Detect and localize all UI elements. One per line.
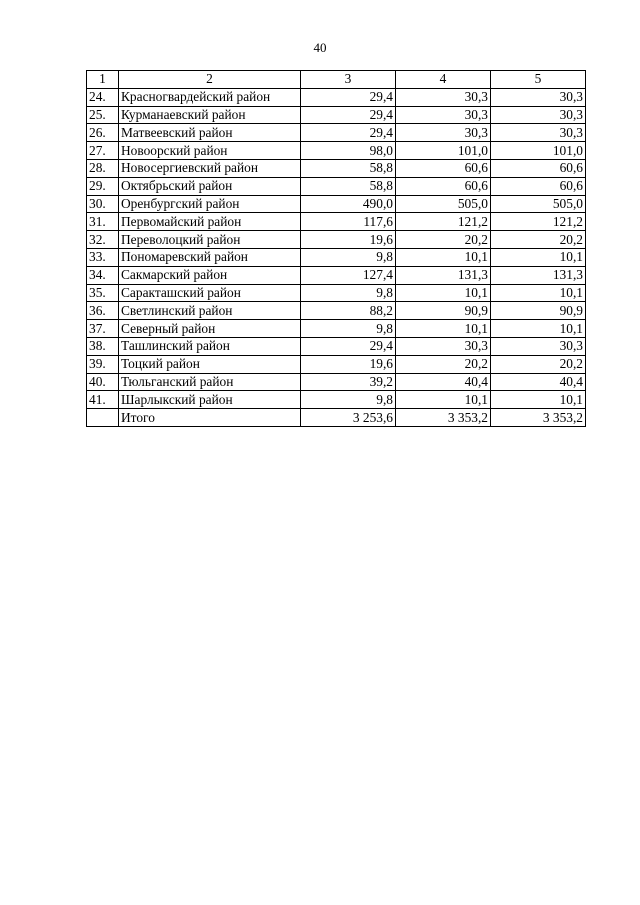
row-number-cell: 30. xyxy=(87,195,119,213)
value-col4-cell: 101,0 xyxy=(396,142,491,160)
value-col3-cell: 58,8 xyxy=(301,177,396,195)
data-table xyxy=(86,70,586,427)
table-row xyxy=(87,302,586,320)
row-number-cell: 31. xyxy=(87,213,119,231)
value-col4-cell: 30,3 xyxy=(396,337,491,355)
table-row xyxy=(87,124,586,142)
row-number-cell: 29. xyxy=(87,177,119,195)
value-col4-cell: 60,6 xyxy=(396,177,491,195)
table-row xyxy=(87,88,586,106)
value-col5-cell: 30,3 xyxy=(491,88,586,106)
header-cell-col4: 4 xyxy=(396,71,491,89)
table-row xyxy=(87,142,586,160)
row-number-cell: 40. xyxy=(87,373,119,391)
value-col5-cell: 60,6 xyxy=(491,177,586,195)
row-number-cell: 41. xyxy=(87,391,119,409)
row-number-cell: 24. xyxy=(87,88,119,106)
value-col3-cell: 117,6 xyxy=(301,213,396,231)
table-row xyxy=(87,177,586,195)
row-number-cell: 25. xyxy=(87,106,119,124)
table-row xyxy=(87,337,586,355)
header-cell-col1: 1 xyxy=(87,71,119,89)
value-col4-cell: 90,9 xyxy=(396,302,491,320)
table-row xyxy=(87,320,586,338)
district-name-cell: Курманаевский район xyxy=(119,106,301,124)
district-name-cell: Новосергиевский район xyxy=(119,159,301,177)
row-number-cell: 28. xyxy=(87,159,119,177)
row-number-cell: 34. xyxy=(87,266,119,284)
table-row xyxy=(87,391,586,409)
value-col4-cell: 131,3 xyxy=(396,266,491,284)
table-row xyxy=(87,231,586,249)
table-row xyxy=(87,159,586,177)
row-number-cell: 39. xyxy=(87,355,119,373)
value-col3-cell: 19,6 xyxy=(301,355,396,373)
total-row xyxy=(87,409,586,427)
row-number-cell: 35. xyxy=(87,284,119,302)
district-name-cell: Первомайский район xyxy=(119,213,301,231)
value-col5-cell: 505,0 xyxy=(491,195,586,213)
header-cell-col5: 5 xyxy=(491,71,586,89)
value-col5-cell: 131,3 xyxy=(491,266,586,284)
value-col5-cell: 40,4 xyxy=(491,373,586,391)
value-col3-cell: 9,8 xyxy=(301,284,396,302)
district-name-cell: Тоцкий район xyxy=(119,355,301,373)
value-col3-cell: 29,4 xyxy=(301,88,396,106)
value-col5-cell: 90,9 xyxy=(491,302,586,320)
value-col4-cell: 10,1 xyxy=(396,391,491,409)
value-col3-cell: 3 253,6 xyxy=(301,409,396,427)
value-col3-cell: 9,8 xyxy=(301,320,396,338)
table-row xyxy=(87,266,586,284)
value-col4-cell: 121,2 xyxy=(396,213,491,231)
row-number-cell: 38. xyxy=(87,337,119,355)
value-col5-cell: 20,2 xyxy=(491,355,586,373)
district-name-cell: Сакмарский район xyxy=(119,266,301,284)
district-name-cell: Светлинский район xyxy=(119,302,301,320)
value-col3-cell: 19,6 xyxy=(301,231,396,249)
value-col5-cell: 10,1 xyxy=(491,320,586,338)
district-name-cell: Северный район xyxy=(119,320,301,338)
row-number-cell: 36. xyxy=(87,302,119,320)
value-col3-cell: 98,0 xyxy=(301,142,396,160)
value-col4-cell: 30,3 xyxy=(396,106,491,124)
value-col3-cell: 9,8 xyxy=(301,248,396,266)
table-row xyxy=(87,248,586,266)
value-col3-cell: 88,2 xyxy=(301,302,396,320)
value-col3-cell: 29,4 xyxy=(301,124,396,142)
value-col4-cell: 10,1 xyxy=(396,248,491,266)
value-col4-cell: 20,2 xyxy=(396,355,491,373)
district-name-cell: Переволоцкий район xyxy=(119,231,301,249)
value-col5-cell: 10,1 xyxy=(491,284,586,302)
value-col5-cell: 30,3 xyxy=(491,124,586,142)
value-col5-cell: 10,1 xyxy=(491,391,586,409)
value-col4-cell: 3 353,2 xyxy=(396,409,491,427)
district-name-cell: Оренбургский район xyxy=(119,195,301,213)
value-col3-cell: 490,0 xyxy=(301,195,396,213)
district-name-cell: Красногвардейский район xyxy=(119,88,301,106)
value-col5-cell: 20,2 xyxy=(491,231,586,249)
district-name-cell: Тюльганский район xyxy=(119,373,301,391)
header-cell-col3: 3 xyxy=(301,71,396,89)
row-number-cell: 37. xyxy=(87,320,119,338)
row-number-cell: 27. xyxy=(87,142,119,160)
value-col3-cell: 127,4 xyxy=(301,266,396,284)
value-col4-cell: 10,1 xyxy=(396,320,491,338)
row-number-cell: 32. xyxy=(87,231,119,249)
value-col5-cell: 60,6 xyxy=(491,159,586,177)
district-name-cell: Октябрьский район xyxy=(119,177,301,195)
district-name-cell: Новоорский район xyxy=(119,142,301,160)
district-name-cell: Пономаревский район xyxy=(119,248,301,266)
table-row xyxy=(87,355,586,373)
value-col4-cell: 30,3 xyxy=(396,124,491,142)
district-name-cell: Ташлинский район xyxy=(119,337,301,355)
value-col3-cell: 58,8 xyxy=(301,159,396,177)
value-col3-cell: 29,4 xyxy=(301,106,396,124)
table-row xyxy=(87,106,586,124)
value-col4-cell: 30,3 xyxy=(396,88,491,106)
value-col5-cell: 10,1 xyxy=(491,248,586,266)
table-row xyxy=(87,284,586,302)
value-col3-cell: 9,8 xyxy=(301,391,396,409)
district-name-cell: Итого xyxy=(119,409,301,427)
row-number-cell: 33. xyxy=(87,248,119,266)
value-col4-cell: 505,0 xyxy=(396,195,491,213)
district-name-cell: Шарлыкский район xyxy=(119,391,301,409)
table-body xyxy=(87,71,586,427)
table-row xyxy=(87,213,586,231)
page-number: 40 xyxy=(313,40,327,55)
district-name-cell: Саракташский район xyxy=(119,284,301,302)
value-col4-cell: 60,6 xyxy=(396,159,491,177)
value-col3-cell: 29,4 xyxy=(301,337,396,355)
value-col5-cell: 101,0 xyxy=(491,142,586,160)
table-row xyxy=(87,195,586,213)
value-col4-cell: 10,1 xyxy=(396,284,491,302)
value-col5-cell: 3 353,2 xyxy=(491,409,586,427)
table-row xyxy=(87,373,586,391)
value-col3-cell: 39,2 xyxy=(301,373,396,391)
value-col4-cell: 40,4 xyxy=(396,373,491,391)
header-cell-col2: 2 xyxy=(119,71,301,89)
table-header-row xyxy=(87,71,586,89)
value-col5-cell: 121,2 xyxy=(491,213,586,231)
value-col5-cell: 30,3 xyxy=(491,337,586,355)
district-name-cell: Матвеевский район xyxy=(119,124,301,142)
value-col5-cell: 30,3 xyxy=(491,106,586,124)
row-number-cell: 26. xyxy=(87,124,119,142)
row-number-cell xyxy=(87,409,119,427)
value-col4-cell: 20,2 xyxy=(396,231,491,249)
